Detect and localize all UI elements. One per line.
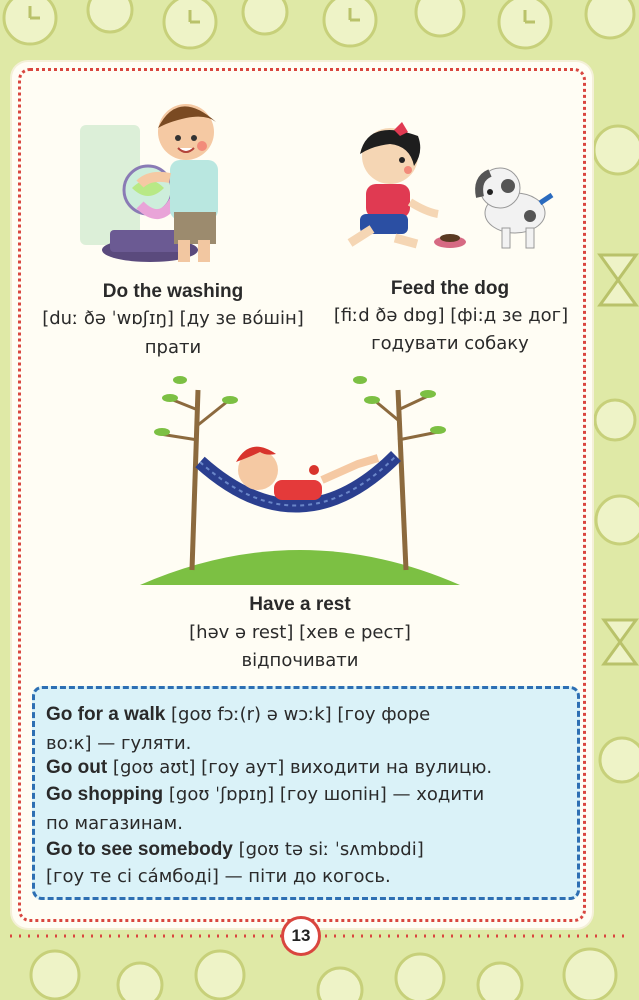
phrase-line: Go to see somebody [goʊ tə siː ˈsʌmbɒdi] [46,839,424,860]
phrase-line: [гоу те сі са́мбоді] — піти до когось. [46,866,391,887]
phrase-line: Go out [goʊ aʊt] [гоу аут] виходити на вулицю. [46,757,493,778]
item-title-washing: Do the washing [102,281,244,302]
item-transcription-feed-dog: [fiːd ðə dɒg] [фі:д зе дог] [333,305,569,326]
item-transcription-rest: [həv ə rest] [хев е рест] [189,622,411,643]
page-number: 13 [281,916,321,956]
phrase-line: по магазинам. [46,813,183,834]
feed-dog-illustration [340,118,560,268]
hammock-illustration [140,370,460,585]
phrase-line: во:к] — гуляти. [46,733,192,754]
item-translation-washing: прати [144,337,202,358]
item-title-rest: Have a rest [249,594,351,615]
washing-illustration [70,80,250,270]
phrase-line: Go for a walk [goʊ fɔː(r) ə wɔːk] [гоу форе [46,704,431,725]
phrase-line: Go shopping [goʊ ˈʃɒpɪŋ] [гоу шопін] — ходити [46,784,485,805]
item-title-feed-dog: Feed the dog [390,278,510,299]
item-translation-feed-dog: годувати собаку [371,333,529,354]
item-transcription-washing: [duː ðə ˈwɒʃɪŋ] [ду зе во́шін] [42,308,304,329]
item-translation-rest: відпочивати [241,650,359,671]
